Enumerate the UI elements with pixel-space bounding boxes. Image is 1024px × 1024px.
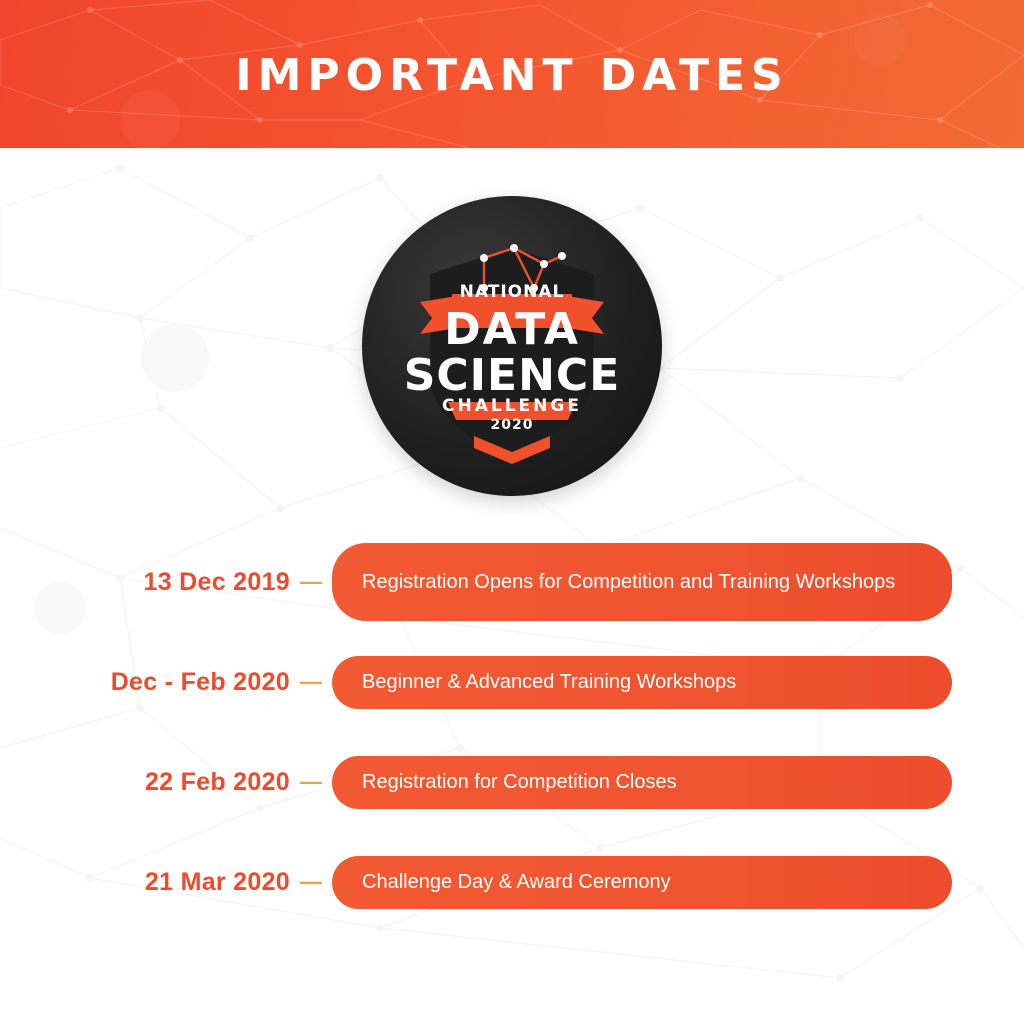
timeline-list (0, 548, 1024, 948)
header-band (0, 0, 1024, 148)
logo-text-national: NATIONAL (459, 282, 565, 302)
timeline-dash-icon: — (300, 769, 322, 794)
timeline-dash-icon: — (300, 869, 322, 894)
logo-text-science: SCIENCE (403, 350, 621, 401)
timeline-dash-icon: — (300, 669, 322, 694)
logo-text-data: DATA (444, 304, 580, 355)
logo (362, 196, 662, 496)
timeline-dash-icon: — (300, 569, 322, 594)
timeline-event-pill: Challenge Day & Award Ceremony (332, 856, 952, 909)
logo-text-year: 2020 (490, 417, 534, 433)
timeline-row (0, 648, 1024, 716)
page-title: IMPORTANT DATES (235, 50, 789, 101)
timeline-row (0, 748, 1024, 816)
logo-text-challenge: CHALLENGE (442, 396, 582, 416)
timeline-date: 22 Feb 2020 (144, 767, 290, 796)
timeline-event-pill: Registration for Competition Closes (332, 756, 952, 809)
timeline-row (0, 548, 1024, 616)
timeline-row (0, 848, 1024, 916)
timeline-event-pill: Beginner & Advanced Training Workshops (332, 656, 952, 709)
timeline-date: 13 Dec 2019 (143, 567, 290, 596)
timeline-date: 21 Mar 2020 (144, 867, 290, 896)
timeline-date: Dec - Feb 2020 (110, 667, 290, 696)
timeline-event-pill: Registration Opens for Competition and Training Workshops (332, 543, 952, 621)
logo-circle (362, 196, 662, 496)
